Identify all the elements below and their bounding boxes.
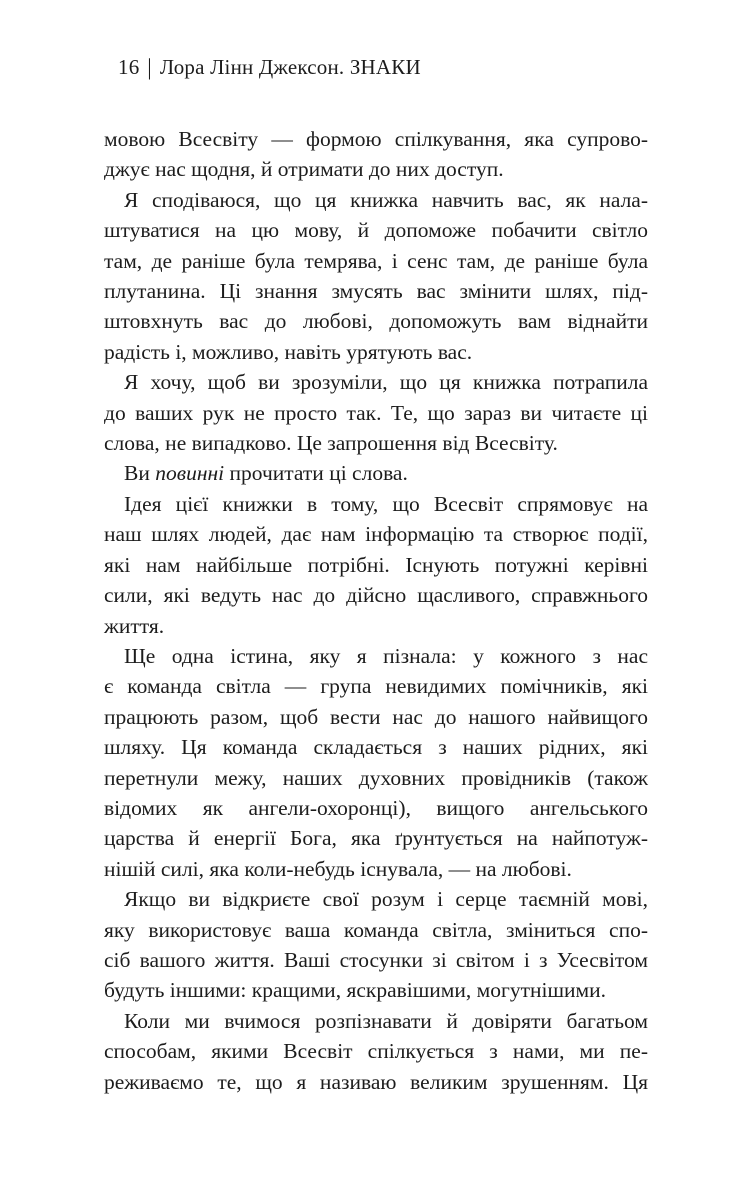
text-line: способам, якими Всесвіт спілкується з нами, ми пе- bbox=[104, 1039, 648, 1064]
text-line: Ще одна істина, яку я пізнала: у кожного з нас bbox=[124, 643, 648, 668]
page-number: 16 bbox=[118, 55, 140, 79]
text-line: Я сподіваюся, що ця книжка навчить вас, як нала- bbox=[124, 187, 648, 212]
text-line: відомих як ангели-охоронці), вищого ангельського bbox=[104, 795, 648, 820]
text-line: там, де раніше була темрява, і сенс там, де раніше була bbox=[104, 248, 648, 273]
header-title: Лора Лінн Джексон. ЗНАКИ bbox=[159, 55, 421, 79]
text-line: радість і, можливо, навіть урятують вас. bbox=[104, 339, 473, 364]
text-line: плутанина. Ці знання змусять вас змінити шлях, під- bbox=[104, 279, 648, 304]
text-line: перетнули межу, наших духовних провідників (також bbox=[104, 765, 648, 790]
running-header bbox=[118, 55, 421, 79]
text-line: мовою Всесвіту — формою спілкування, яка супрово- bbox=[104, 127, 648, 151]
text-line: нішій силі, яка коли-небудь існувала, — на любові. bbox=[104, 856, 572, 881]
header-separator: | bbox=[147, 53, 152, 81]
text-line: Ідея цієї книжки в тому, що Всесвіт спрямовує на bbox=[124, 491, 648, 516]
text-line: реживаємо те, що я називаю великим зрушенням. Ця bbox=[104, 1069, 648, 1094]
text-line: Коли ми вчимося розпізнавати й довіряти багатьом bbox=[124, 1008, 648, 1033]
text-line: Ви повинні прочитати ці слова. bbox=[124, 461, 408, 486]
text-line: життя. bbox=[104, 613, 165, 638]
text-line: царства й енергії Бога, яка ґрунтується на найпотуж- bbox=[104, 826, 648, 851]
text-line: Якщо ви відкриєте свої розум і серце таємній мові, bbox=[124, 887, 648, 912]
text-line: є команда світла — група невидимих помічників, які bbox=[104, 674, 648, 699]
text-line: будуть іншими: кращими, яскравішими, могутнішими. bbox=[104, 978, 607, 1003]
text-line: Я хочу, щоб ви зрозуміли, що ця книжка потрапила bbox=[124, 370, 648, 395]
text-line: працюють разом, щоб вести нас до нашого найвищого bbox=[104, 704, 648, 729]
text-line: сіб вашого життя. Ваші стосунки зі світом і з Усесвітом bbox=[104, 947, 648, 972]
text-line: до ваших рук не просто так. Те, що зараз ви читаєте ці bbox=[104, 400, 648, 425]
text-line: шляху. Ця команда складається з наших рідних, які bbox=[104, 735, 648, 760]
text-line: слова, не випадково. Це запрошення від Всесвіту. bbox=[104, 431, 558, 456]
text-line: наш шлях людей, дає нам інформацію та створює події, bbox=[104, 522, 648, 547]
emphasized-word: повинні bbox=[155, 461, 225, 486]
text-line: штуватися на цю мову, й допоможе побачити світло bbox=[104, 218, 648, 243]
body-text bbox=[104, 124, 648, 1097]
text-line: сили, які ведуть нас до дійсно щасливого, справжнього bbox=[104, 583, 648, 608]
text-line: які нам найбільше потрібні. Існують потужні керівні bbox=[104, 552, 648, 577]
text-line: яку використовує ваша команда світла, зміниться спо- bbox=[104, 917, 648, 942]
text-line: джує нас щодня, й отримати до них доступ. bbox=[104, 157, 504, 182]
text-line: штовхнуть вас до любові, допоможуть вам віднайти bbox=[104, 309, 648, 334]
